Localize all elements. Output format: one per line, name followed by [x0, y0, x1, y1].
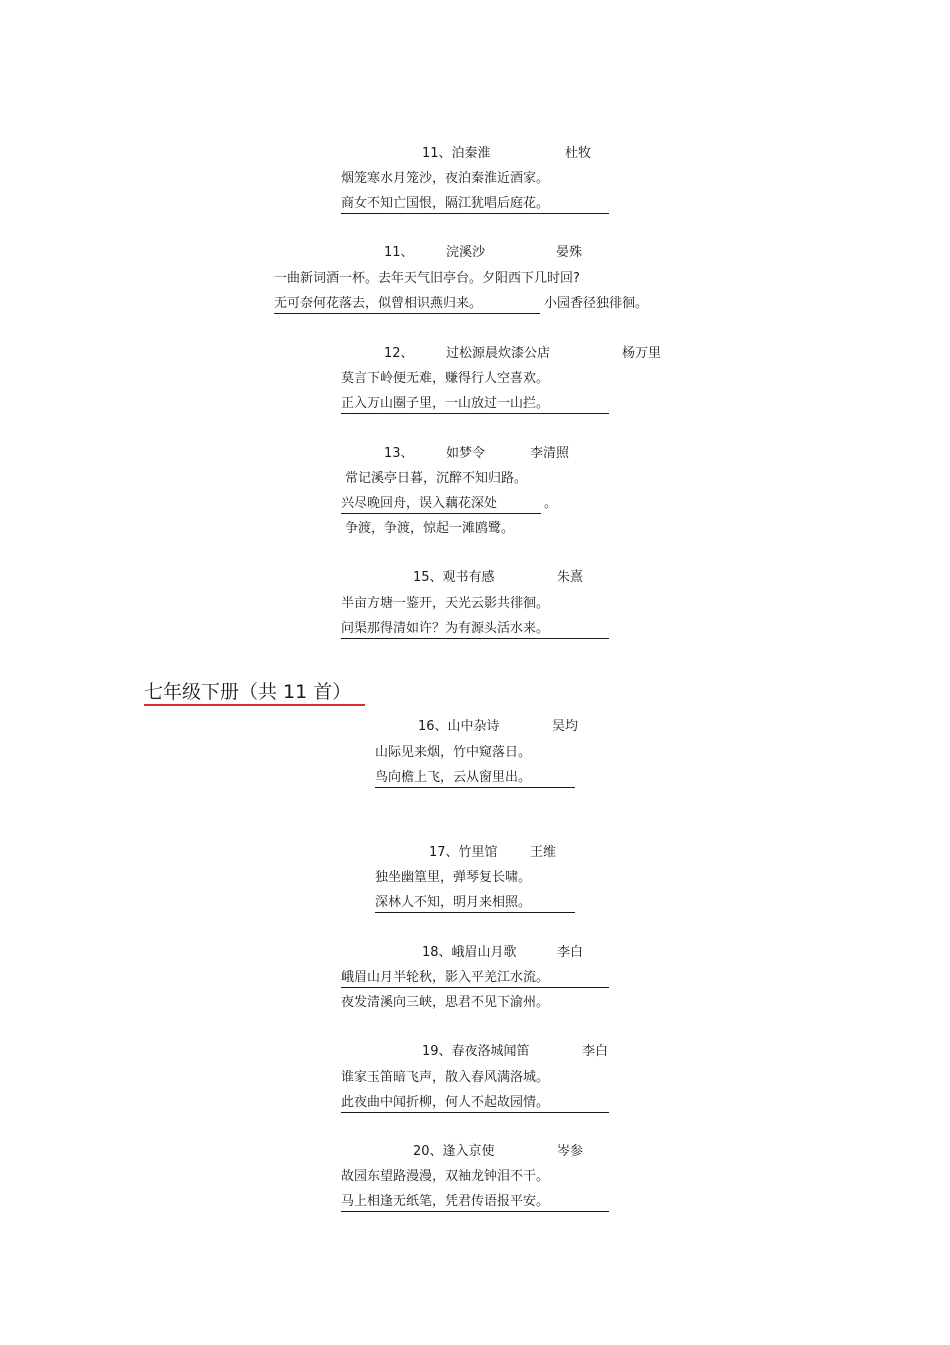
poem-line: 一曲新词酒一杯。去年天气旧亭台。夕阳西下几时回? [274, 271, 580, 286]
poem-line: 。 [544, 496, 558, 511]
poem-line-underlined: 马上相逢无纸笔，凭君传语报平安。 [341, 1193, 609, 1212]
poem-title: 15、观书有感 [413, 570, 495, 585]
poem-title: 过松源晨炊漆公店 [446, 346, 551, 361]
poem-author: 王维 [530, 845, 557, 860]
poem-author: 朱熹 [557, 570, 584, 585]
poem-line: 常记溪亭日暮，沉醉不知归路。 [345, 471, 528, 486]
poem-line: 独坐幽篁里，弹琴复长啸。 [375, 870, 532, 885]
poem-title: 16、山中杂诗 [418, 719, 500, 734]
poem-line: 夜发清溪向三峡，思君不见下渝州。 [341, 995, 550, 1010]
poem-title: 11、泊秦淮 [422, 146, 491, 161]
poem-title: 20、逢入京使 [413, 1144, 495, 1159]
poem-author: 晏殊 [556, 245, 583, 260]
poem-number: 13、 [384, 446, 414, 461]
poem-line: 故园东望路漫漫，双袖龙钟泪不干。 [341, 1169, 550, 1184]
poem-author: 李白 [557, 945, 584, 960]
poem-line-underlined: 商女不知亡国恨，隔江犹唱后庭花。 [341, 195, 609, 214]
poem-line-underlined: 此夜曲中闻折柳，何人不起故园情。 [341, 1094, 609, 1113]
poem-title: 17、竹里馆 [429, 845, 498, 860]
poem-number: 11、 [384, 245, 414, 260]
poem-title: 浣溪沙 [446, 245, 486, 260]
poem-line: 烟笼寒水月笼沙，夜泊秦淮近酒家。 [341, 171, 550, 186]
poem-line-underlined: 深林人不知，明月来相照。 [375, 894, 575, 913]
section-heading: 七年级下册（共 11 首） [144, 680, 365, 706]
poem-author: 杜牧 [565, 146, 592, 161]
poem-author: 岑参 [557, 1144, 584, 1159]
poem-author: 李清照 [530, 446, 570, 461]
poem-line-underlined: 兴尽晚回舟，误入藕花深处 [341, 495, 541, 514]
poem-line: 小园香径独徘徊。 [544, 296, 649, 311]
poem-line-underlined: 问渠那得清如许？为有源头活水来。 [341, 620, 609, 639]
poem-line: 半亩方塘一鉴开，天光云影共徘徊。 [341, 596, 550, 611]
poem-line: 山际见来烟，竹中窥落日。 [375, 745, 532, 760]
poem-author: 杨万里 [622, 346, 662, 361]
poem-author: 李白 [582, 1044, 609, 1059]
poem-title: 如梦令 [446, 446, 486, 461]
poem-line: 争渡，争渡，惊起一滩鸥鹭。 [345, 521, 515, 536]
poem-line-underlined: 鸟向檐上飞，云从窗里出。 [375, 769, 575, 788]
poem-line-underlined: 正入万山圈子里，一山放过一山拦。 [341, 395, 609, 414]
poem-line: 莫言下岭便无难，赚得行人空喜欢。 [341, 371, 550, 386]
poem-number: 12、 [384, 346, 414, 361]
poem-line: 谁家玉笛暗飞声，散入春风满洛城。 [341, 1070, 550, 1085]
poem-line-underlined: 峨眉山月半轮秋，影入平羌江水流。 [341, 969, 609, 988]
poem-title: 19、春夜洛城闻笛 [422, 1044, 530, 1059]
poem-title: 18、峨眉山月歌 [422, 945, 517, 960]
poem-line-underlined: 无可奈何花落去，似曾相识燕归来。 [274, 295, 540, 314]
poem-author: 吴均 [552, 719, 579, 734]
